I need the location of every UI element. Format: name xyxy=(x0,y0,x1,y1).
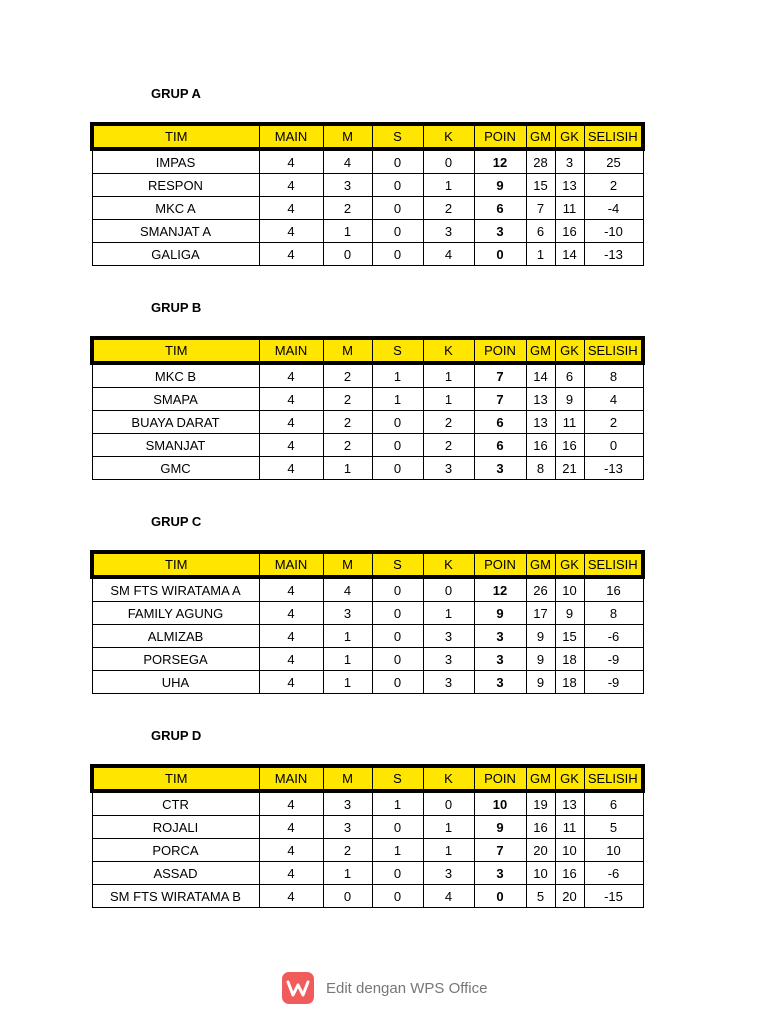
cell-poin: 12 xyxy=(474,577,526,602)
cell-m: 1 xyxy=(323,220,372,243)
cell-k: 3 xyxy=(423,862,474,885)
column-header-name: TIM xyxy=(92,552,259,577)
cell-k: 4 xyxy=(423,243,474,266)
cell-name: ROJALI xyxy=(92,816,259,839)
edit-with-wps-button[interactable] xyxy=(282,972,487,1004)
cell-gm: 10 xyxy=(526,862,555,885)
cell-name: SMANJAT xyxy=(92,434,259,457)
cell-k: 2 xyxy=(423,434,474,457)
column-header-gk: GK xyxy=(555,766,584,791)
cell-main: 4 xyxy=(259,648,323,671)
cell-m: 1 xyxy=(323,862,372,885)
column-header-main: MAIN xyxy=(259,124,323,149)
column-header-s: S xyxy=(372,124,423,149)
cell-selisih: -15 xyxy=(584,885,643,908)
cell-gk: 16 xyxy=(555,220,584,243)
cell-k: 1 xyxy=(423,816,474,839)
cell-gm: 13 xyxy=(526,411,555,434)
column-header-gm: GM xyxy=(526,766,555,791)
cell-gm: 9 xyxy=(526,625,555,648)
cell-m: 2 xyxy=(323,197,372,220)
cell-gk: 13 xyxy=(555,174,584,197)
cell-poin: 7 xyxy=(474,363,526,388)
column-header-s: S xyxy=(372,338,423,363)
table-row xyxy=(92,791,643,816)
cell-selisih: -10 xyxy=(584,220,643,243)
wps-office-icon xyxy=(282,972,314,1004)
cell-name: SM FTS WIRATAMA B xyxy=(92,885,259,908)
table-row xyxy=(92,434,643,457)
cell-selisih: 2 xyxy=(584,174,643,197)
column-header-poin: POIN xyxy=(474,766,526,791)
cell-name: MKC A xyxy=(92,197,259,220)
cell-name: ASSAD xyxy=(92,862,259,885)
cell-gm: 5 xyxy=(526,885,555,908)
group-title: GRUP B xyxy=(151,300,202,315)
column-header-s: S xyxy=(372,766,423,791)
cell-name: SM FTS WIRATAMA A xyxy=(92,577,259,602)
group-title: GRUP D xyxy=(151,728,202,743)
cell-gk: 18 xyxy=(555,671,584,694)
cell-name: ALMIZAB xyxy=(92,625,259,648)
cell-name: GMC xyxy=(92,457,259,480)
cell-k: 1 xyxy=(423,839,474,862)
cell-selisih: -4 xyxy=(584,197,643,220)
cell-gm: 26 xyxy=(526,577,555,602)
cell-poin: 3 xyxy=(474,457,526,480)
cell-s: 1 xyxy=(372,791,423,816)
cell-selisih: 10 xyxy=(584,839,643,862)
cell-selisih: -13 xyxy=(584,457,643,480)
table-row xyxy=(92,648,643,671)
cell-poin: 3 xyxy=(474,648,526,671)
cell-s: 0 xyxy=(372,411,423,434)
column-header-gm: GM xyxy=(526,338,555,363)
cell-gm: 20 xyxy=(526,839,555,862)
cell-gm: 16 xyxy=(526,816,555,839)
cell-m: 2 xyxy=(323,434,372,457)
cell-gk: 15 xyxy=(555,625,584,648)
table-header-row xyxy=(92,338,643,363)
cell-m: 0 xyxy=(323,243,372,266)
cell-gk: 11 xyxy=(555,816,584,839)
cell-gm: 9 xyxy=(526,671,555,694)
cell-s: 0 xyxy=(372,816,423,839)
cell-gk: 16 xyxy=(555,862,584,885)
cell-selisih: 4 xyxy=(584,388,643,411)
cell-s: 0 xyxy=(372,457,423,480)
table-row xyxy=(92,885,643,908)
cell-m: 0 xyxy=(323,885,372,908)
cell-selisih: -6 xyxy=(584,862,643,885)
cell-m: 2 xyxy=(323,411,372,434)
cell-m: 3 xyxy=(323,602,372,625)
cell-selisih: 0 xyxy=(584,434,643,457)
cell-gm: 28 xyxy=(526,149,555,174)
cell-gm: 16 xyxy=(526,434,555,457)
column-header-gk: GK xyxy=(555,124,584,149)
column-header-k: K xyxy=(423,124,474,149)
table-row xyxy=(92,816,643,839)
cell-name: CTR xyxy=(92,791,259,816)
cell-main: 4 xyxy=(259,839,323,862)
column-header-main: MAIN xyxy=(259,766,323,791)
cell-s: 0 xyxy=(372,625,423,648)
cell-gm: 19 xyxy=(526,791,555,816)
cell-gm: 8 xyxy=(526,457,555,480)
column-header-k: K xyxy=(423,338,474,363)
cell-selisih: 5 xyxy=(584,816,643,839)
cell-gm: 15 xyxy=(526,174,555,197)
cell-gk: 20 xyxy=(555,885,584,908)
cell-s: 0 xyxy=(372,197,423,220)
cell-poin: 12 xyxy=(474,149,526,174)
cell-gm: 14 xyxy=(526,363,555,388)
table-row xyxy=(92,625,643,648)
cell-gk: 16 xyxy=(555,434,584,457)
column-header-k: K xyxy=(423,552,474,577)
cell-main: 4 xyxy=(259,791,323,816)
column-header-k: K xyxy=(423,766,474,791)
column-header-selisih: SELISIH xyxy=(584,338,643,363)
cell-selisih: 2 xyxy=(584,411,643,434)
cell-k: 0 xyxy=(423,791,474,816)
standings-table xyxy=(90,550,645,694)
standings-table xyxy=(90,122,645,266)
cell-k: 1 xyxy=(423,602,474,625)
cell-selisih: 8 xyxy=(584,602,643,625)
cell-main: 4 xyxy=(259,625,323,648)
table-row xyxy=(92,197,643,220)
cell-gk: 21 xyxy=(555,457,584,480)
cell-main: 4 xyxy=(259,457,323,480)
cell-name: FAMILY AGUNG xyxy=(92,602,259,625)
table-header-row xyxy=(92,124,643,149)
cell-poin: 9 xyxy=(474,174,526,197)
cell-k: 2 xyxy=(423,411,474,434)
cell-main: 4 xyxy=(259,671,323,694)
cell-gm: 1 xyxy=(526,243,555,266)
cell-gm: 7 xyxy=(526,197,555,220)
cell-poin: 3 xyxy=(474,671,526,694)
cell-main: 4 xyxy=(259,862,323,885)
cell-selisih: 6 xyxy=(584,791,643,816)
column-header-s: S xyxy=(372,552,423,577)
cell-m: 1 xyxy=(323,457,372,480)
cell-m: 2 xyxy=(323,388,372,411)
table-row xyxy=(92,220,643,243)
cell-gk: 10 xyxy=(555,839,584,862)
cell-name: MKC B xyxy=(92,363,259,388)
column-header-main: MAIN xyxy=(259,552,323,577)
cell-s: 1 xyxy=(372,388,423,411)
cell-s: 0 xyxy=(372,862,423,885)
cell-s: 1 xyxy=(372,839,423,862)
cell-k: 1 xyxy=(423,174,474,197)
table-row xyxy=(92,149,643,174)
cell-gk: 18 xyxy=(555,648,584,671)
cell-poin: 7 xyxy=(474,388,526,411)
cell-selisih: -13 xyxy=(584,243,643,266)
column-header-poin: POIN xyxy=(474,124,526,149)
wps-edit-label: Edit dengan WPS Office xyxy=(326,979,488,997)
cell-gm: 6 xyxy=(526,220,555,243)
cell-m: 2 xyxy=(323,839,372,862)
cell-main: 4 xyxy=(259,411,323,434)
cell-poin: 0 xyxy=(474,885,526,908)
cell-main: 4 xyxy=(259,243,323,266)
cell-selisih: 16 xyxy=(584,577,643,602)
cell-name: RESPON xyxy=(92,174,259,197)
table-row xyxy=(92,577,643,602)
standings-table xyxy=(90,336,645,480)
cell-poin: 3 xyxy=(474,220,526,243)
column-header-gm: GM xyxy=(526,552,555,577)
table-row xyxy=(92,839,643,862)
cell-s: 0 xyxy=(372,577,423,602)
column-header-poin: POIN xyxy=(474,552,526,577)
cell-k: 1 xyxy=(423,388,474,411)
cell-gk: 6 xyxy=(555,363,584,388)
cell-gk: 11 xyxy=(555,197,584,220)
cell-selisih: 25 xyxy=(584,149,643,174)
table-row xyxy=(92,602,643,625)
cell-gk: 11 xyxy=(555,411,584,434)
cell-k: 2 xyxy=(423,197,474,220)
table-row xyxy=(92,457,643,480)
column-header-selisih: SELISIH xyxy=(584,552,643,577)
cell-selisih: -9 xyxy=(584,648,643,671)
table-header-row xyxy=(92,552,643,577)
cell-s: 0 xyxy=(372,243,423,266)
cell-name: PORCA xyxy=(92,839,259,862)
cell-gk: 9 xyxy=(555,602,584,625)
cell-selisih: -6 xyxy=(584,625,643,648)
column-header-gm: GM xyxy=(526,124,555,149)
cell-poin: 9 xyxy=(474,602,526,625)
cell-main: 4 xyxy=(259,363,323,388)
cell-k: 3 xyxy=(423,220,474,243)
cell-gk: 14 xyxy=(555,243,584,266)
cell-k: 0 xyxy=(423,577,474,602)
cell-name: SMAPA xyxy=(92,388,259,411)
cell-main: 4 xyxy=(259,602,323,625)
cell-main: 4 xyxy=(259,220,323,243)
cell-main: 4 xyxy=(259,885,323,908)
cell-main: 4 xyxy=(259,388,323,411)
cell-poin: 6 xyxy=(474,411,526,434)
cell-main: 4 xyxy=(259,149,323,174)
cell-name: GALIGA xyxy=(92,243,259,266)
cell-poin: 6 xyxy=(474,434,526,457)
cell-s: 0 xyxy=(372,648,423,671)
column-header-main: MAIN xyxy=(259,338,323,363)
cell-poin: 6 xyxy=(474,197,526,220)
cell-k: 1 xyxy=(423,363,474,388)
cell-m: 1 xyxy=(323,648,372,671)
table-row xyxy=(92,243,643,266)
column-header-selisih: SELISIH xyxy=(584,766,643,791)
cell-poin: 9 xyxy=(474,816,526,839)
table-row xyxy=(92,174,643,197)
cell-k: 0 xyxy=(423,149,474,174)
cell-m: 4 xyxy=(323,577,372,602)
table-row xyxy=(92,411,643,434)
cell-k: 3 xyxy=(423,625,474,648)
cell-name: SMANJAT A xyxy=(92,220,259,243)
column-header-gk: GK xyxy=(555,552,584,577)
cell-poin: 7 xyxy=(474,839,526,862)
cell-s: 0 xyxy=(372,671,423,694)
column-header-name: TIM xyxy=(92,766,259,791)
column-header-name: TIM xyxy=(92,338,259,363)
cell-s: 0 xyxy=(372,885,423,908)
cell-name: UHA xyxy=(92,671,259,694)
cell-main: 4 xyxy=(259,577,323,602)
cell-s: 1 xyxy=(372,363,423,388)
cell-main: 4 xyxy=(259,816,323,839)
cell-m: 3 xyxy=(323,174,372,197)
column-header-selisih: SELISIH xyxy=(584,124,643,149)
cell-selisih: 8 xyxy=(584,363,643,388)
cell-name: PORSEGA xyxy=(92,648,259,671)
cell-m: 2 xyxy=(323,363,372,388)
standings-table xyxy=(90,764,645,908)
table-row xyxy=(92,671,643,694)
cell-poin: 0 xyxy=(474,243,526,266)
cell-m: 3 xyxy=(323,791,372,816)
column-header-poin: POIN xyxy=(474,338,526,363)
cell-main: 4 xyxy=(259,174,323,197)
cell-k: 3 xyxy=(423,457,474,480)
cell-gm: 9 xyxy=(526,648,555,671)
cell-k: 3 xyxy=(423,648,474,671)
cell-s: 0 xyxy=(372,602,423,625)
cell-gk: 9 xyxy=(555,388,584,411)
cell-k: 3 xyxy=(423,671,474,694)
cell-k: 4 xyxy=(423,885,474,908)
cell-poin: 3 xyxy=(474,625,526,648)
cell-gk: 3 xyxy=(555,149,584,174)
column-header-gk: GK xyxy=(555,338,584,363)
cell-m: 1 xyxy=(323,625,372,648)
cell-selisih: -9 xyxy=(584,671,643,694)
column-header-m: M xyxy=(323,766,372,791)
cell-m: 1 xyxy=(323,671,372,694)
cell-s: 0 xyxy=(372,174,423,197)
cell-main: 4 xyxy=(259,197,323,220)
cell-gk: 10 xyxy=(555,577,584,602)
column-header-m: M xyxy=(323,552,372,577)
cell-name: IMPAS xyxy=(92,149,259,174)
cell-gm: 13 xyxy=(526,388,555,411)
table-header-row xyxy=(92,766,643,791)
group-title: GRUP A xyxy=(151,86,201,101)
cell-main: 4 xyxy=(259,434,323,457)
cell-poin: 10 xyxy=(474,791,526,816)
cell-gm: 17 xyxy=(526,602,555,625)
cell-gk: 13 xyxy=(555,791,584,816)
cell-poin: 3 xyxy=(474,862,526,885)
cell-m: 3 xyxy=(323,816,372,839)
cell-s: 0 xyxy=(372,434,423,457)
cell-m: 4 xyxy=(323,149,372,174)
cell-name: BUAYA DARAT xyxy=(92,411,259,434)
cell-s: 0 xyxy=(372,149,423,174)
group-title: GRUP C xyxy=(151,514,202,529)
table-row xyxy=(92,388,643,411)
column-header-m: M xyxy=(323,338,372,363)
cell-s: 0 xyxy=(372,220,423,243)
column-header-m: M xyxy=(323,124,372,149)
table-row xyxy=(92,862,643,885)
table-row xyxy=(92,363,643,388)
column-header-name: TIM xyxy=(92,124,259,149)
